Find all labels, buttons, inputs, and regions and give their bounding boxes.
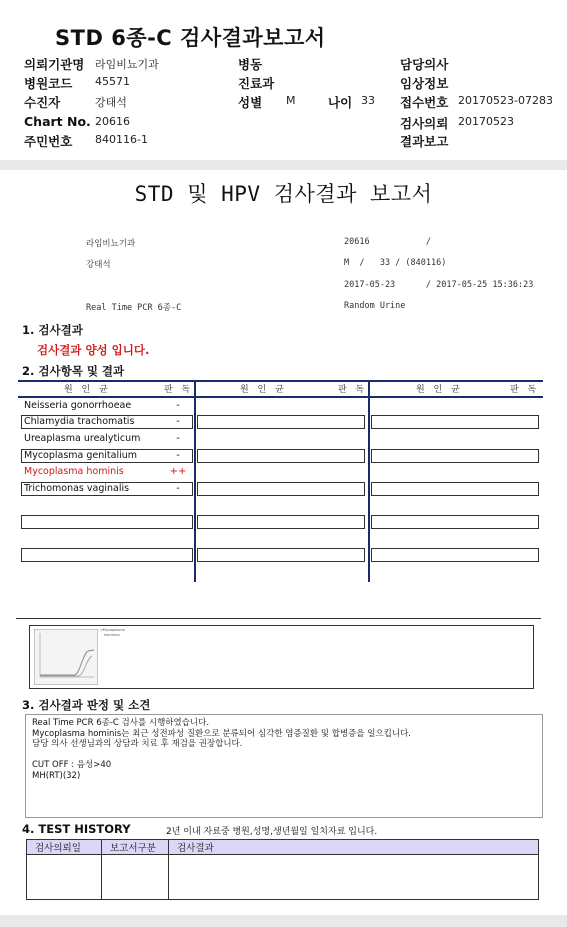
pathogen-mycoplasma-hominis: Mycoplasma hominis — [24, 466, 124, 477]
sex-value: M — [286, 94, 296, 107]
history-row — [27, 855, 539, 900]
empty-row-box — [371, 415, 539, 429]
patient-value: 강태석 — [95, 96, 127, 109]
empty-row-box — [197, 449, 365, 463]
col-judgement-3: 판 독 — [510, 385, 540, 395]
request-value: 20170523 — [458, 115, 514, 128]
sex-label: 성별 — [238, 95, 263, 110]
section4-title: 4. TEST HISTORY — [22, 822, 131, 836]
col-judgement-1: 판 독 — [164, 385, 194, 395]
result-summary: 검사결과 양성 입니다. — [37, 343, 150, 357]
empty-row-box — [197, 482, 365, 496]
chart-no-label: Chart No. — [24, 114, 91, 129]
institution-label: 의뢰기관명 — [24, 57, 85, 72]
divider — [16, 618, 541, 619]
empty-row-box — [371, 449, 539, 463]
section2-title: 2. 검사항목 및 결과 — [22, 364, 125, 378]
report-panel — [0, 170, 567, 915]
info-chart: 20616 / — [344, 237, 431, 247]
opinion-line: CUT OFF : 음성>40 — [32, 760, 112, 770]
info-test-name: Real Time PCR 6종-C — [86, 303, 182, 313]
pathogen-trichomonas: Trichomonas vaginalis — [24, 483, 130, 494]
opinion-line: 담당 의사 선생님과의 상담과 치료 후 재검을 권장합니다. — [32, 739, 243, 749]
patient-label: 수진자 — [24, 95, 61, 110]
result-table-header — [18, 380, 543, 398]
empty-row-box — [197, 548, 365, 562]
empty-row-box — [371, 515, 539, 529]
opinion-line: Real Time PCR 6종-C 검사를 시행하였습니다. — [32, 718, 210, 728]
receipt-value: 20170523-07283 — [458, 94, 553, 107]
result-chlamydia: - — [176, 416, 180, 427]
doctor-label: 담당의사 — [400, 57, 449, 72]
receipt-label: 접수번호 — [400, 95, 449, 110]
history-cell — [27, 855, 102, 900]
report-title: STD 및 HPV 검사결과 보고서 — [134, 182, 433, 206]
history-cell — [102, 855, 169, 900]
history-note: 2년 이내 자료중 병원,성명,생년월일 일치자료 입니다. — [166, 827, 378, 837]
info-sex-age: M / 33 / (840116) — [344, 258, 447, 268]
pathogen-ureaplasma: Ureaplasma urealyticum — [24, 433, 141, 444]
section1-title: 1. 검사결과 — [22, 323, 83, 337]
empty-row-box — [197, 415, 365, 429]
institution-value: 라임비뇨기과 — [95, 58, 159, 71]
pcr-graph-frame — [29, 625, 534, 689]
id-value: 840116-1 — [95, 133, 148, 146]
column-divider — [194, 380, 196, 582]
hospital-code-value: 45571 — [95, 75, 130, 88]
info-specimen: Random Urine — [344, 301, 406, 311]
result-mycoplasma-genitalium: - — [176, 450, 180, 461]
dept-label: 진료과 — [238, 76, 275, 91]
col-pathogen-3: 원 인 균 — [416, 385, 463, 395]
header-panel — [0, 0, 567, 160]
section3-title: 3. 검사결과 판정 및 소견 — [22, 698, 151, 712]
empty-row-box — [197, 515, 365, 529]
info-patient: 강태석 — [86, 260, 111, 270]
request-label: 검사의뢰 — [400, 116, 449, 131]
result-trichomonas: - — [176, 483, 180, 494]
report-label: 결과보고 — [400, 134, 449, 149]
opinion-line: MH(RT)(32) — [32, 770, 81, 781]
pathogen-mycoplasma-genitalium: Mycoplasma genitalium — [24, 450, 138, 461]
column-divider — [368, 380, 370, 582]
info-dates: 2017-05-23 / 2017-05-25 15:36:23 — [344, 280, 534, 290]
opinion-line: Mycoplasma hominis는 최근 성전파성 질환으로 분류되어 심각한 염증질환 및 합병증을 일으킵니다. — [32, 728, 412, 739]
history-col-result: 검사결과 — [169, 840, 539, 855]
chart-no-value: 20616 — [95, 115, 130, 128]
pathogen-neisseria: Neisseria gonorrhoeae — [24, 400, 132, 411]
history-table — [26, 839, 539, 900]
age-value: 33 — [361, 94, 375, 107]
col-pathogen-2: 원 인 균 — [240, 385, 287, 395]
empty-row-box — [371, 482, 539, 496]
col-pathogen-1: 원 인 균 — [64, 385, 111, 395]
history-col-report-type: 보고서구분 — [102, 840, 169, 855]
result-mycoplasma-hominis: ++ — [169, 466, 187, 477]
opinion-line — [32, 750, 536, 761]
age-label: 나이 — [328, 95, 353, 110]
history-col-request-date: 검사의뢰일 — [27, 840, 102, 855]
graph-legend — [100, 628, 125, 638]
empty-row-box — [371, 548, 539, 562]
empty-row-box — [21, 515, 193, 529]
info-clinic: 라임비뇨기과 — [86, 239, 136, 249]
result-ureaplasma: - — [176, 433, 180, 444]
col-judgement-2: 판 독 — [338, 385, 368, 395]
graph-legend-line2: hominis> — [104, 633, 121, 637]
opinion-box — [25, 714, 543, 818]
ward-label: 병동 — [238, 57, 263, 72]
pcr-amplification-graph — [34, 629, 98, 685]
graph-legend-line1: <Mycoplasma — [100, 628, 125, 632]
pathogen-chlamydia: Chlamydia trachomatis — [24, 416, 135, 427]
header-title: STD 6종-C 검사결과보고서 — [55, 26, 326, 50]
hospital-code-label: 병원코드 — [24, 76, 73, 91]
id-label: 주민번호 — [24, 134, 73, 149]
empty-row-box — [21, 548, 193, 562]
clinical-info-label: 임상정보 — [400, 76, 449, 91]
result-neisseria: - — [176, 400, 180, 411]
history-cell — [169, 855, 539, 900]
